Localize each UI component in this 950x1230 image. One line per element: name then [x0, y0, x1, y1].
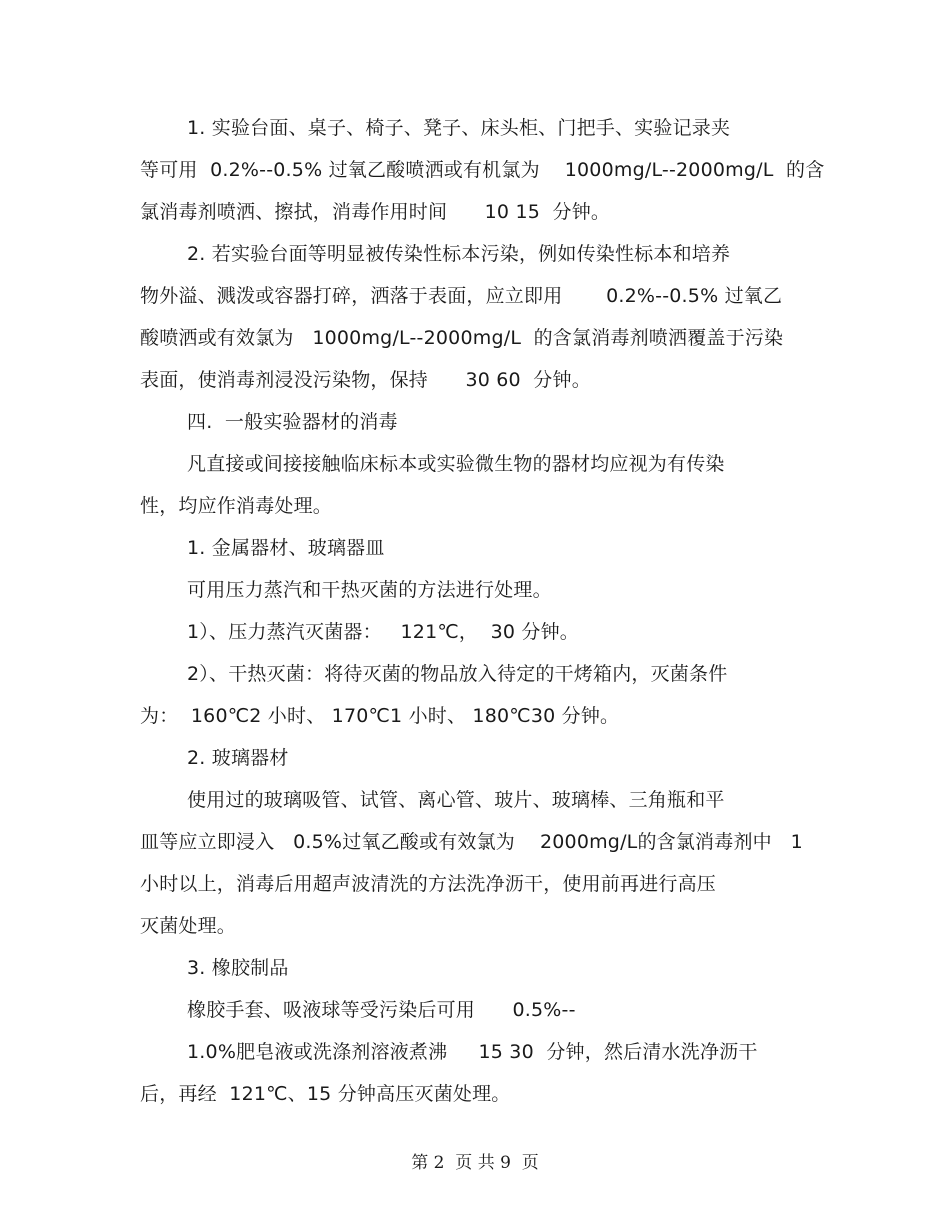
page-number-footer: 第 2 页 共 9 页 [411, 1153, 539, 1173]
paragraph-line: 1.0%肥皂液或洗涤剂溶液煮沸 15 30 分钟，然后清水洗净沥干 [187, 1041, 758, 1063]
section-heading: 四. 一般实验器材的消毒 [187, 411, 398, 433]
paragraph-line: 使用过的玻璃吸管、试管、离心管、玻片、玻璃棒、三角瓶和平 [187, 789, 725, 811]
paragraph-line: 可用压力蒸汽和干热灭菌的方法进行处理。 [187, 579, 552, 601]
paragraph-line: 凡直接或间接接触临床标本或实验微生物的器材均应视为有传染 [187, 453, 725, 475]
paragraph-line: 2. 若实验台面等明显被传染性标本污染，例如传染性标本和培养 [187, 243, 731, 265]
paragraph-line: 1. 实验台面、桌子、椅子、凳子、床头柜、门把手、实验记录夹 [187, 117, 731, 139]
paragraph-line: 皿等应立即浸入 0.5%过氧乙酸或有效氯为 2000mg/L的含氯消毒剂中 1 [140, 831, 803, 853]
subsection-heading: 3. 橡胶制品 [187, 957, 289, 979]
paragraph-line: 氯消毒剂喷洒、擦拭，消毒作用时间 10 15 分钟。 [140, 201, 611, 223]
paragraph-line: 物外溢、溅泼或容器打碎，洒落于表面，应立即用 0.2%--0.5% 过氧乙 [140, 285, 783, 307]
subsection-heading: 2. 玻璃器材 [187, 747, 289, 769]
paragraph-line: 等可用 0.2%--0.5% 过氧乙酸喷洒或有机氯为 1000mg/L--2000mg/L 的含 [140, 159, 825, 181]
paragraph-line: 后，再经 121℃、15 分钟高压灭菌处理。 [140, 1083, 511, 1105]
paragraph-line: 灭菌处理。 [140, 915, 237, 937]
paragraph-line: 性，均应作消毒处理。 [140, 495, 333, 517]
paragraph-line: 酸喷洒或有效氯为 1000mg/L--2000mg/L 的含氯消毒剂喷洒覆盖于污染 [140, 327, 784, 349]
paragraph-line: 2）、干热灭菌：将待灭菌的物品放入待定的干烤箱内，灭菌条件 [187, 663, 728, 685]
subsection-heading: 1. 金属器材、玻璃器皿 [187, 537, 385, 559]
paragraph-line: 橡胶手套、吸液球等受污染后可用 0.5%-- [187, 999, 576, 1021]
paragraph-line: 1）、压力蒸汽灭菌器： 121℃， 30 分钟。 [187, 621, 580, 643]
paragraph-line: 表面，使消毒剂浸没污染物，保持 30 60 分钟。 [140, 369, 591, 391]
paragraph-line: 小时以上，消毒后用超声波清洗的方法洗净沥干，使用前再进行高压 [140, 873, 717, 895]
paragraph-line: 为： 160℃2 小时、 170℃1 小时、 180℃30 分钟。 [140, 705, 620, 727]
